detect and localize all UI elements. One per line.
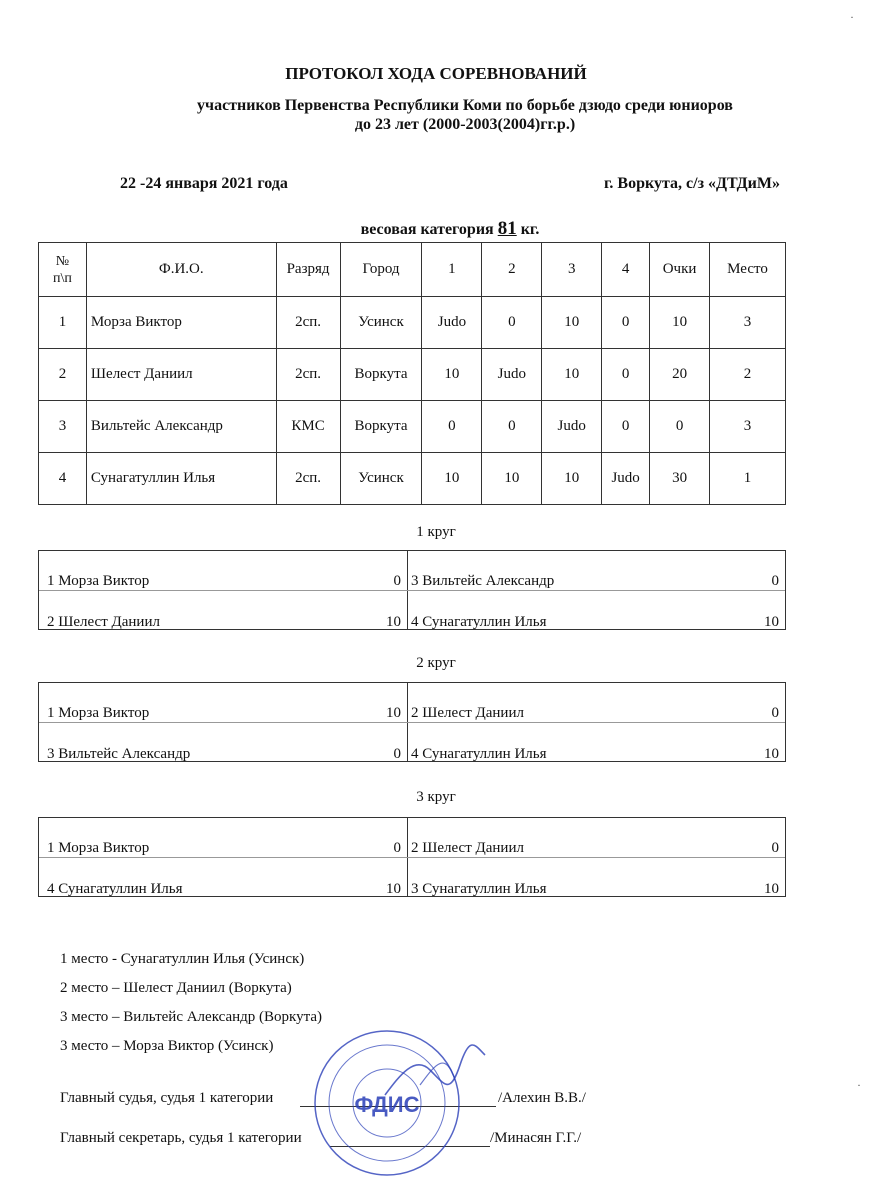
table-cell: КМС <box>276 401 340 453</box>
table-cell: 10 <box>542 297 602 349</box>
table-cell: Judo <box>542 401 602 453</box>
table-cell: 0 <box>602 401 650 453</box>
fighter-name: 1 Морза Виктор <box>47 573 150 589</box>
column-header: Ф.И.О. <box>86 243 276 297</box>
table-cell: Усинск <box>340 297 422 349</box>
fighter-name: 2 Шелест Даниил <box>47 614 160 630</box>
stamp-center-text: ФДИС <box>354 1092 420 1117</box>
fighter-score: 0 <box>771 573 779 589</box>
table-cell: Морза Виктор <box>86 297 276 349</box>
table-cell: 10 <box>482 453 542 505</box>
table-cell: 20 <box>650 349 710 401</box>
table-cell: 2сп. <box>276 349 340 401</box>
chief-secretary-name: /Минасян Г.Г./ <box>490 1130 582 1146</box>
table-cell: 2 <box>710 349 786 401</box>
fighter-score: 10 <box>386 705 401 721</box>
subtitle-line-2: до 23 лет (2000-2003(2004)гг.р.) <box>354 116 576 133</box>
table-cell: 0 <box>650 401 710 453</box>
fighter-score: 10 <box>386 881 401 897</box>
table-cell: Шелест Даниил <box>86 349 276 401</box>
table-cell: 4 <box>39 453 87 505</box>
fighter-name: 1 Морза Виктор <box>47 840 150 856</box>
column-header: 2 <box>482 243 542 297</box>
table-cell: Вильтейс Александр <box>86 401 276 453</box>
scan-mark: · <box>857 1078 861 1092</box>
table-cell: 10 <box>422 349 482 401</box>
table-row <box>39 453 786 505</box>
fighter-score: 0 <box>771 705 779 721</box>
table-cell: Judo <box>602 453 650 505</box>
table-cell: 0 <box>422 401 482 453</box>
place-line: 2 место – Шелест Даниил (Воркута) <box>60 980 292 996</box>
fighter-name: 4 Сунагатуллин Илья <box>411 746 547 762</box>
weight-prefix: весовая категория <box>360 221 498 238</box>
column-header: Разряд <box>276 243 340 297</box>
fighter-score: 0 <box>393 573 401 589</box>
chief-secretary-signature <box>60 1130 302 1147</box>
column-header: 1 <box>422 243 482 297</box>
results-table <box>38 242 786 505</box>
table-cell: 2сп. <box>276 297 340 349</box>
table-cell: Judo <box>482 349 542 401</box>
table-cell: 0 <box>482 297 542 349</box>
document-subtitle <box>0 96 872 134</box>
table-cell: 0 <box>602 349 650 401</box>
round-label: 2 круг <box>416 655 456 671</box>
fighter-name: 3 Вильтейс Александр <box>47 746 191 762</box>
fighter-score: 0 <box>393 840 401 856</box>
document-title: ПРОТОКОЛ ХОДА СОРЕВНОВАНИЙ <box>285 64 587 83</box>
fighter-name: 2 Шелест Даниил <box>411 840 524 856</box>
table-cell: 0 <box>482 401 542 453</box>
table-cell: 10 <box>542 453 602 505</box>
table-cell: Воркута <box>340 349 422 401</box>
scan-mark: · <box>850 10 854 24</box>
table-cell: 2сп. <box>276 453 340 505</box>
subtitle-line-1: участников Первенства Республики Коми по борьбе дзюдо среди юниоров <box>197 97 733 114</box>
place-line: 3 место – Морза Виктор (Усинск) <box>60 1038 274 1054</box>
table-cell: Сунагатуллин Илья <box>86 453 276 505</box>
fighter-score: 0 <box>771 840 779 856</box>
round-box <box>38 682 786 762</box>
table-cell: 3 <box>39 401 87 453</box>
competition-place: г. Воркута, с/з «ДТДиМ» <box>603 175 780 192</box>
table-cell: Judo <box>422 297 482 349</box>
column-header: № п\п <box>39 243 87 297</box>
place-line: 1 место - Сунагатуллин Илья (Усинск) <box>60 951 305 967</box>
fighter-name: 4 Сунагатуллин Илья <box>47 881 183 897</box>
column-header: Место <box>710 243 786 297</box>
table-cell: 30 <box>650 453 710 505</box>
round-box <box>38 817 786 897</box>
column-header: 3 <box>542 243 602 297</box>
fighter-name: 2 Шелест Даниил <box>411 705 524 721</box>
weight-value: 81 <box>497 218 517 239</box>
weight-category <box>0 218 872 240</box>
fighter-score: 10 <box>764 881 779 897</box>
table-header-row <box>39 243 786 297</box>
round-label: 3 круг <box>416 789 456 805</box>
chief-judge-signature <box>60 1090 273 1107</box>
table-row <box>39 401 786 453</box>
table-row <box>39 297 786 349</box>
chief-secretary-label: Главный секретарь, судья 1 категории <box>60 1130 302 1146</box>
final-places <box>60 945 322 1061</box>
column-header: Очки <box>650 243 710 297</box>
fighter-name: 3 Вильтейс Александр <box>411 573 555 589</box>
table-cell: 10 <box>650 297 710 349</box>
table-cell: 3 <box>710 297 786 349</box>
table-cell: Воркута <box>340 401 422 453</box>
handwritten-signature <box>380 1035 490 1105</box>
column-header: Город <box>340 243 422 297</box>
table-cell: 2 <box>39 349 87 401</box>
competition-date: 22 -24 января 2021 года <box>120 175 288 192</box>
weight-suffix: кг. <box>516 221 540 238</box>
round-label: 1 круг <box>416 524 456 540</box>
table-cell: 1 <box>39 297 87 349</box>
fighter-score: 10 <box>764 614 779 630</box>
table-row <box>39 349 786 401</box>
chief-judge-label: Главный судья, судья 1 категории <box>60 1090 274 1106</box>
table-cell: Усинск <box>340 453 422 505</box>
fighter-score: 10 <box>764 746 779 762</box>
fighter-score: 0 <box>393 746 401 762</box>
table-cell: 3 <box>710 401 786 453</box>
column-header: 4 <box>602 243 650 297</box>
round-row-divider <box>39 857 785 858</box>
place-line: 3 место – Вильтейс Александр (Воркута) <box>60 1009 322 1025</box>
fighter-name: 4 Сунагатуллин Илья <box>411 614 547 630</box>
round-row-divider <box>39 590 785 591</box>
table-cell: 10 <box>542 349 602 401</box>
table-cell: 10 <box>422 453 482 505</box>
chief-judge-name: /Алехин В.В./ <box>498 1090 586 1106</box>
round-box <box>38 550 786 630</box>
round-row-divider <box>39 722 785 723</box>
table-cell: 1 <box>710 453 786 505</box>
table-cell: 0 <box>602 297 650 349</box>
fighter-name: 1 Морза Виктор <box>47 705 150 721</box>
fighter-name: 3 Сунагатуллин Илья <box>411 881 547 897</box>
fighter-score: 10 <box>386 614 401 630</box>
